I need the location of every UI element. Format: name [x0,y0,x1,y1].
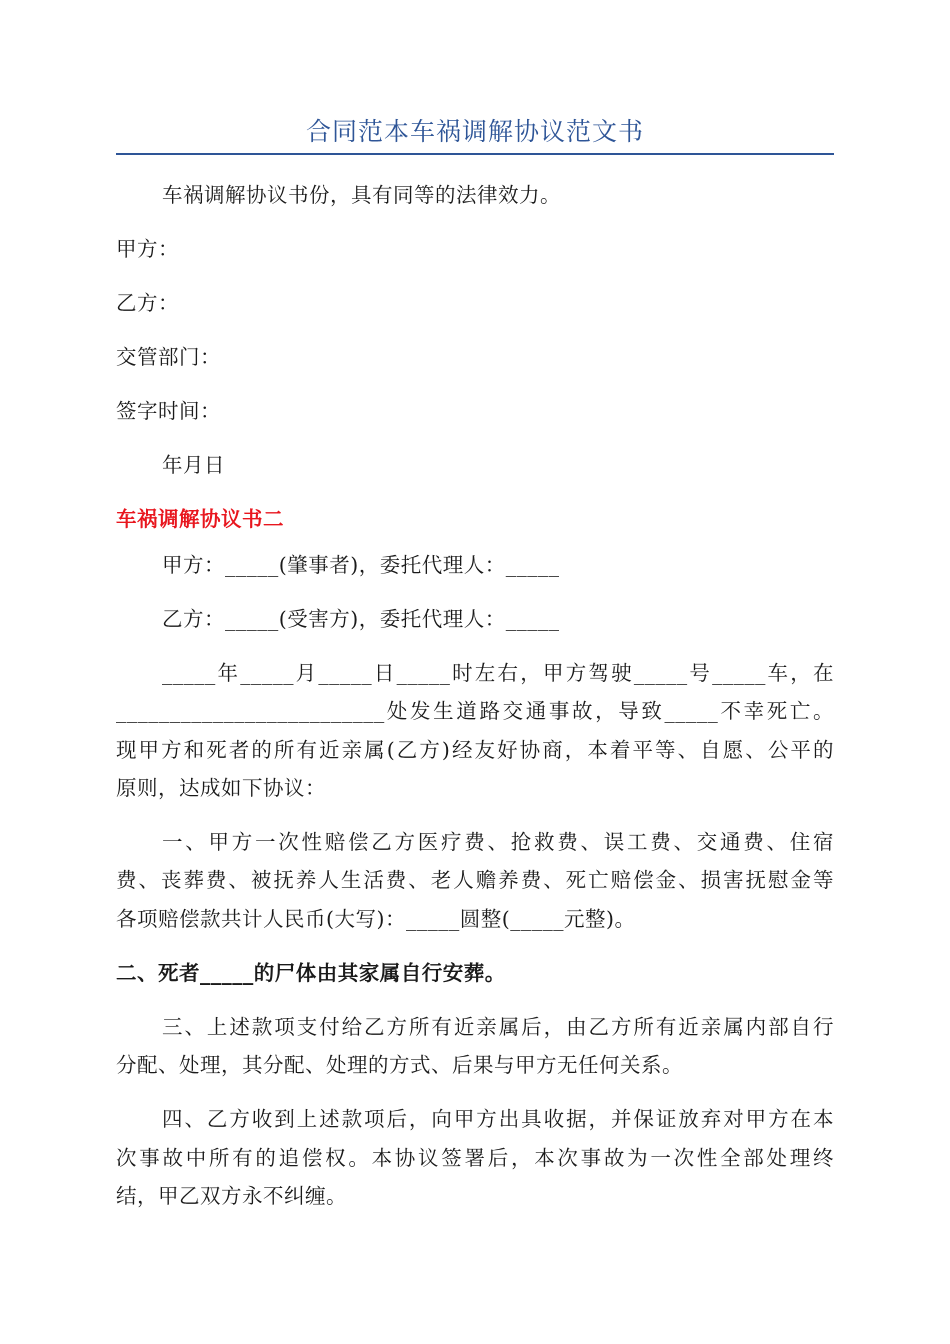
traffic-dept-label: 交管部门： [116,345,221,369]
sign-time-label: 签字时间： [116,399,221,423]
party-b-label: 乙方： [116,291,179,315]
paragraph-line: _____年_____月_____日_____时左右，甲方驾驶_____号_____车，在 [162,661,834,685]
date-line: 年月日 [162,453,225,477]
paragraph-line: 分配、处理，其分配、处理的方式、后果与甲方无任何关系。 [116,1053,683,1077]
paragraph-line: 次事故中所有的追偿权。本协议签署后，本次事故为一次性全部处理终 [116,1146,834,1170]
paragraph-line: 一、甲方一次性赔偿乙方医疗费、抢救费、误工费、交通费、住宿 [162,830,834,854]
paragraph-line: 结，甲乙双方永不纠缠。 [116,1184,347,1208]
paragraph-line: _________________________处发生道路交通事故，导致_____不幸死亡。 [116,699,834,723]
paragraph-line: 现甲方和死者的所有近亲属(乙方)经友好协商，本着平等、自愿、公平的 [116,738,834,762]
section-party-a: 甲方：_____(肇事者)，委托代理人：_____ [162,553,560,577]
title-underline [116,153,834,155]
section-heading: 车祸调解协议书二 [116,507,284,531]
paragraph-line: 各项赔偿款共计人民币(大写)：_____圆整(_____元整)。 [116,907,636,931]
paragraph-line: 原则，达成如下协议： [116,776,326,800]
section-party-b: 乙方：_____(受害方)，委托代理人：_____ [162,607,560,631]
party-a-label: 甲方： [116,237,179,261]
document-title: 合同范本车祸调解协议范文书 [305,117,644,146]
paragraph-line: 四、乙方收到上述款项后，向甲方出具收据，并保证放弃对甲方在本 [162,1107,834,1131]
paragraph-line: 三、上述款项支付给乙方所有近亲属后，由乙方所有近亲属内部自行 [162,1015,834,1039]
paragraph-line: 费、丧葬费、被抚养人生活费、老人赡养费、死亡赔偿金、损害抚慰金等 [116,868,834,892]
intro-line: 车祸调解协议书份，具有同等的法律效力。 [162,183,561,207]
bold-clause: 二、死者_____的尸体由其家属自行安葬。 [116,961,506,985]
